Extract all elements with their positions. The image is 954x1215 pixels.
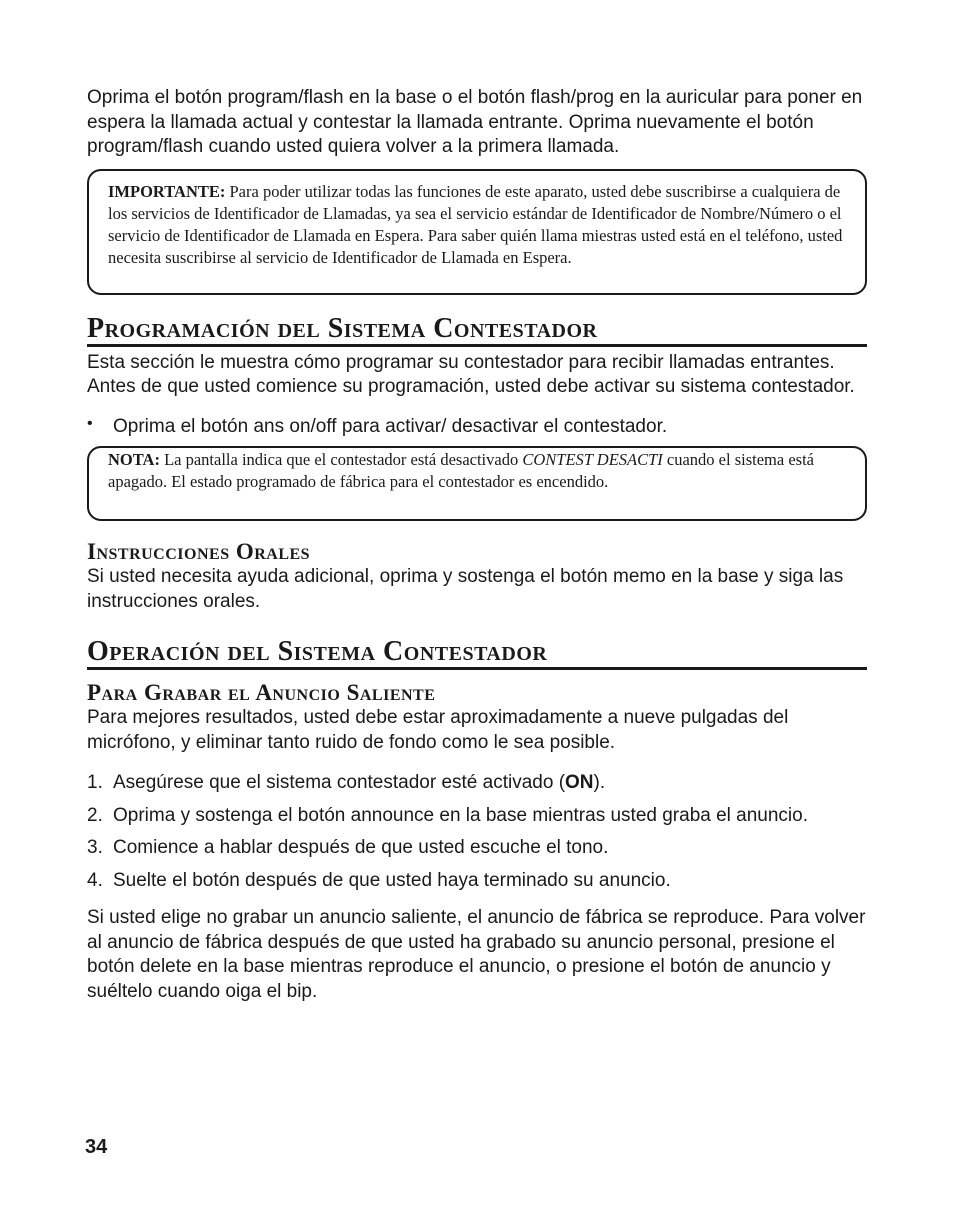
- subheading-voice-instructions: Instrucciones Orales: [87, 539, 311, 564]
- bullet-mark: •: [87, 414, 93, 432]
- step-text-after: ).: [593, 772, 606, 793]
- note-label: NOTA:: [108, 450, 160, 469]
- intro-paragraph: Oprima el botón program/flash en la base o el botón flash/prog en la auricular para poner en espera la llamada actual y contestar la llamada entrante. Oprima nuevamente el botón program/flash cuando usted quiera volver a la primera llamada.: [87, 87, 863, 157]
- bullet-item: [87, 415, 867, 440]
- step-text: Suelte el botón después de que usted haya terminado su anuncio.: [113, 869, 671, 891]
- step-number: 4.: [87, 869, 103, 891]
- bullet-text: Oprima el botón ans on/off para activar/ desactivar el contestador.: [113, 415, 668, 437]
- list-item: [87, 836, 867, 861]
- step-number: 2.: [87, 804, 103, 826]
- note-text-after: cuando el sistema está apagado. El estado programado de fábrica para el contestador es encendido.: [108, 450, 814, 491]
- step-text: Oprima y sostenga el botón announce en la base mientras usted graba el anuncio.: [113, 804, 809, 826]
- manual-page: [87, 86, 867, 1004]
- step-number: 3.: [87, 837, 103, 858]
- step-text: [113, 771, 605, 796]
- list-item: [87, 771, 867, 796]
- section-heading-programming: Programación del Sistema Contestador: [87, 313, 867, 347]
- important-label: IMPORTANTE:: [108, 181, 226, 201]
- list-item: [87, 804, 867, 829]
- subheading-record-announcement: Para Grabar el Anuncio Saliente: [87, 680, 436, 705]
- note-text-before: La pantalla indica que el contestador está desactivado: [159, 450, 523, 469]
- list-item: [87, 869, 867, 894]
- note-box: [87, 446, 867, 521]
- step-number: 1.: [87, 772, 103, 793]
- operation-paragraph: Para mejores resultados, usted debe estar aproximadamente a nueve pulgadas del micrófono, y eliminar tanto ruido de fondo como le sea posible.: [87, 707, 789, 753]
- section-heading-operation: Operación del Sistema Contestador: [87, 636, 867, 670]
- display-text: CONTEST DESACTI: [522, 450, 663, 469]
- steps-list: [87, 771, 867, 893]
- closing-paragraph: Si usted elige no grabar un anuncio saliente, el anuncio de fábrica se reproduce. Para volver al anuncio de fábrica después de que usted ha grabado su anuncio personal, presione el botón delete en la base mientras reproduce el anuncio, o presione el botón de anuncio y suéltelo cuando oiga el bip.: [87, 907, 866, 1002]
- programming-paragraph: Esta sección le muestra cómo programar su contestador para recibir llamadas entrantes. Antes de que usted comience su programación, usted debe activar su sistema contestador.: [87, 351, 855, 397]
- step-text: Comience a hablar después de que usted escuche el tono.: [113, 837, 609, 858]
- on-label: ON: [565, 772, 594, 793]
- page-number: 34: [85, 1136, 108, 1158]
- important-notice-box: [87, 169, 867, 295]
- important-text: Para poder utilizar todas las funciones de este aparato, usted debe suscribirse a cualquiera de los servicios de Identificador de Llamadas, ya sea el servicio estándar de Identificador de Nombre/Número o el servicio de Identificador de Llamada en Espera. Para saber quién llama miestras usted está en el teléfono, usted necesita suscribirse al servicio de Identificador de Llamada en Espera.: [108, 181, 843, 267]
- voice-instructions-paragraph: Si usted necesita ayuda adicional, oprima y sostenga el botón memo en la base y siga las instrucciones orales.: [87, 566, 844, 612]
- step-text-before: Asegúrese que el sistema contestador esté activado (: [113, 772, 566, 793]
